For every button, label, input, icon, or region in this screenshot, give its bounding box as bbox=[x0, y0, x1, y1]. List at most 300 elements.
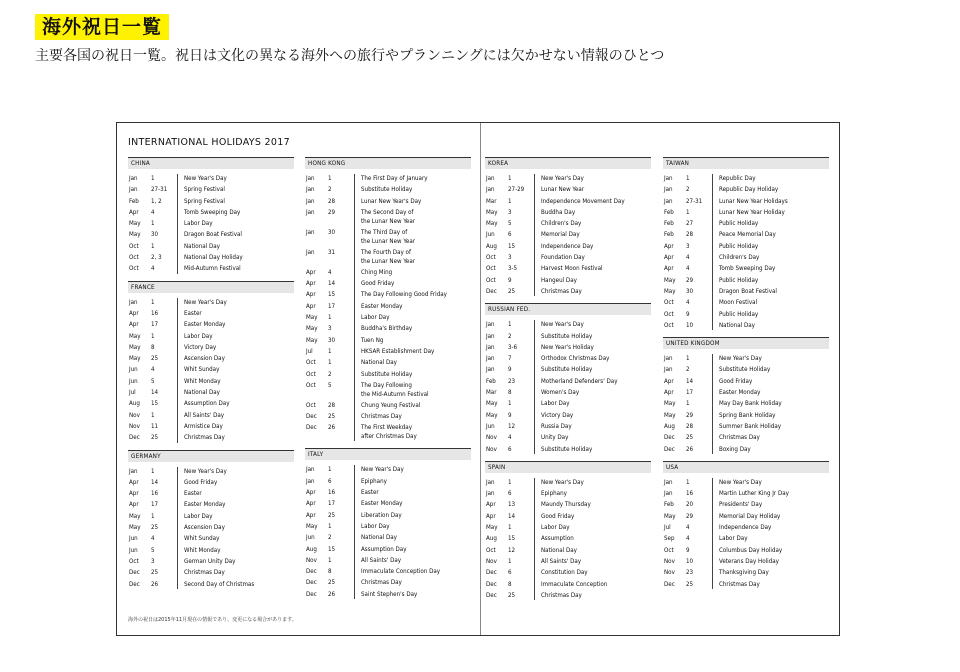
holiday-month: Apr bbox=[486, 501, 496, 509]
holiday-month: Jan bbox=[664, 366, 673, 374]
holiday-month: Jul bbox=[129, 389, 136, 397]
holiday-name: Assumption Day bbox=[361, 545, 407, 553]
holiday-name: Motherland Defenders' Day bbox=[541, 377, 618, 385]
holiday-month: Dec bbox=[664, 445, 675, 453]
holiday-name: Lunar New Year bbox=[541, 186, 585, 194]
holiday-name: Whit Monday bbox=[184, 546, 221, 554]
holiday-name: Ching Ming bbox=[361, 268, 393, 276]
holiday-name: Public Holiday bbox=[719, 220, 759, 228]
holiday-month: May bbox=[486, 220, 498, 228]
holiday-month: Jan bbox=[306, 197, 315, 205]
holiday-row bbox=[485, 533, 651, 544]
holiday-name: Dragon Boat Festival bbox=[719, 287, 777, 295]
holiday-date: 20 bbox=[686, 501, 694, 509]
holiday-list bbox=[485, 319, 651, 455]
holiday-name: New Year's Day bbox=[541, 321, 584, 329]
holiday-name: Republic Day Holiday bbox=[719, 186, 779, 194]
holiday-name: Easter Monday bbox=[719, 389, 761, 397]
holiday-month: Feb bbox=[129, 197, 139, 205]
holiday-month: Apr bbox=[306, 500, 316, 508]
holiday-name: Good Friday bbox=[719, 377, 753, 385]
holiday-date: 29 bbox=[686, 276, 694, 284]
holiday-date: 6 bbox=[328, 477, 332, 485]
holiday-date: 26 bbox=[328, 424, 336, 432]
holiday-name: Tuen Ng bbox=[361, 336, 384, 344]
holiday-row bbox=[305, 346, 471, 357]
holiday-row bbox=[305, 380, 471, 400]
holiday-name: New Year's Day bbox=[719, 355, 762, 363]
holiday-date: 1 bbox=[686, 478, 690, 486]
holiday-row bbox=[485, 488, 651, 499]
country-block bbox=[305, 448, 471, 600]
holiday-list bbox=[485, 173, 651, 297]
holiday-name: Labor Day bbox=[184, 220, 213, 228]
holiday-row bbox=[485, 590, 651, 601]
holiday-name: Easter Monday bbox=[184, 321, 226, 329]
holiday-month: Nov bbox=[486, 557, 497, 565]
holiday-row bbox=[485, 319, 651, 330]
book-spine-divider bbox=[480, 123, 481, 635]
holiday-row bbox=[485, 444, 651, 455]
holiday-month: Jun bbox=[129, 546, 138, 554]
holiday-row bbox=[128, 488, 294, 499]
holiday-row bbox=[663, 252, 829, 263]
holiday-row bbox=[663, 286, 829, 297]
holiday-name: Mid-Autumn Festival bbox=[184, 265, 241, 273]
holiday-row bbox=[663, 522, 829, 533]
holiday-row bbox=[305, 207, 471, 227]
holiday-month: Apr bbox=[664, 389, 674, 397]
holiday-month: Aug bbox=[306, 545, 317, 553]
holiday-date: 1 bbox=[508, 175, 512, 182]
holiday-row bbox=[663, 545, 829, 556]
holiday-row bbox=[128, 184, 294, 195]
holiday-row bbox=[485, 184, 651, 195]
holiday-month: Jan bbox=[486, 343, 495, 351]
holiday-month: Jun bbox=[486, 422, 495, 430]
holiday-row bbox=[128, 241, 294, 252]
holiday-date: 25 bbox=[508, 591, 516, 599]
holiday-row bbox=[128, 522, 294, 533]
holiday-row bbox=[128, 218, 294, 229]
holiday-row bbox=[305, 323, 471, 334]
holiday-month: Aug bbox=[486, 242, 497, 250]
holiday-name: National Day bbox=[719, 321, 755, 329]
holiday-month: Aug bbox=[664, 422, 675, 430]
holiday-month: Mar bbox=[486, 389, 497, 397]
holiday-month: Jan bbox=[129, 186, 138, 194]
country-header: TAIWAN bbox=[663, 157, 829, 169]
holiday-date: 4 bbox=[151, 535, 155, 543]
holiday-month: Apr bbox=[306, 302, 316, 310]
holiday-month: Apr bbox=[664, 377, 674, 385]
holiday-name: Harvest Moon Festival bbox=[541, 265, 603, 273]
holiday-list bbox=[305, 173, 471, 442]
holiday-date: 25 bbox=[151, 434, 159, 442]
holiday-name: Substitute Holiday bbox=[541, 366, 593, 374]
country-block bbox=[663, 461, 829, 590]
holiday-month: Oct bbox=[664, 546, 674, 554]
country-block bbox=[128, 450, 294, 590]
holiday-date: 9 bbox=[686, 546, 690, 554]
holiday-name: Buddha Day bbox=[541, 208, 576, 216]
holiday-name: The First Weekday after Christmas Day bbox=[361, 424, 417, 441]
holiday-name: The Day Following Good Friday bbox=[361, 291, 447, 299]
holiday-date: 16 bbox=[328, 489, 336, 497]
holiday-row bbox=[128, 533, 294, 544]
holiday-name: Ascension Day bbox=[184, 524, 225, 532]
holiday-name: National Day bbox=[361, 534, 397, 542]
country-block bbox=[663, 337, 829, 455]
holiday-name: Independence Day bbox=[541, 242, 594, 250]
holiday-date: 27-31 bbox=[151, 186, 168, 194]
holiday-name: Orthodox Christmas Day bbox=[541, 355, 610, 363]
holiday-row bbox=[305, 301, 471, 312]
holiday-row bbox=[128, 421, 294, 432]
holiday-date: 6 bbox=[508, 231, 512, 239]
holiday-month: Jan bbox=[129, 467, 138, 475]
holiday-name: Public Holiday bbox=[719, 242, 759, 250]
holiday-date: 1 bbox=[151, 467, 155, 475]
page-subtitle: 主要各国の祝日一覧。祝日は文化の異なる海外への旅行やプランニングには欠かせない情報のひとつ bbox=[35, 48, 665, 64]
holiday-date: 2 bbox=[328, 186, 332, 194]
holiday-name: Boxing Day bbox=[719, 445, 751, 453]
holiday-name: Summer Bank Holiday bbox=[719, 422, 782, 430]
holiday-date: 26 bbox=[328, 590, 336, 598]
holiday-name: Martin Luther King Jr Day bbox=[719, 490, 789, 498]
holiday-date: 3-5 bbox=[508, 265, 518, 273]
holiday-date: 15 bbox=[508, 242, 516, 250]
holiday-row bbox=[663, 432, 829, 443]
holiday-list bbox=[128, 297, 294, 444]
holiday-name: Christmas Day bbox=[184, 569, 225, 577]
column-1 bbox=[128, 157, 294, 596]
holiday-date: 1 bbox=[508, 478, 512, 486]
holiday-name: The Fourth Day of the Lunar New Year bbox=[361, 248, 416, 265]
holiday-name: Second Day of Christmas bbox=[184, 580, 255, 588]
holiday-month: Jun bbox=[129, 366, 138, 374]
holiday-row bbox=[128, 308, 294, 319]
holiday-row bbox=[128, 364, 294, 375]
holiday-row bbox=[485, 511, 651, 522]
holiday-name: Labor Day bbox=[184, 332, 213, 340]
holiday-month: Dec bbox=[486, 287, 497, 295]
holiday-month: Jan bbox=[664, 186, 673, 194]
holiday-date: 28 bbox=[328, 197, 336, 205]
country-header: SPAIN bbox=[485, 461, 651, 473]
holiday-date: 5 bbox=[151, 546, 155, 554]
holiday-date: 23 bbox=[508, 377, 516, 385]
holiday-date: 6 bbox=[508, 445, 512, 453]
holiday-month: Dec bbox=[306, 424, 317, 432]
holiday-month: Apr bbox=[129, 309, 139, 317]
holiday-month: May bbox=[664, 276, 676, 284]
holiday-date: 29 bbox=[686, 512, 694, 520]
holiday-name: Hangeul Day bbox=[541, 276, 577, 284]
country-header: HONG KONG bbox=[305, 157, 471, 169]
holiday-date: 1 bbox=[151, 175, 155, 182]
holiday-month: Oct bbox=[306, 381, 316, 389]
holiday-date: 7 bbox=[508, 355, 512, 363]
holiday-date: 25 bbox=[328, 511, 336, 519]
holiday-month: Dec bbox=[306, 590, 317, 598]
holiday-row bbox=[305, 555, 471, 566]
holiday-date: 4 bbox=[686, 265, 690, 273]
holiday-row bbox=[485, 398, 651, 409]
holiday-date: 14 bbox=[151, 389, 159, 397]
holiday-row bbox=[485, 410, 651, 421]
holiday-name: Armistice Day bbox=[184, 422, 223, 430]
holiday-name: National Day bbox=[184, 389, 220, 397]
holiday-month: Oct bbox=[664, 321, 674, 329]
holiday-month: Jan bbox=[664, 175, 673, 182]
holiday-name: New Year's Day bbox=[184, 467, 227, 475]
holiday-month: Nov bbox=[664, 569, 675, 577]
holiday-date: 1 bbox=[328, 359, 332, 367]
holiday-month: Oct bbox=[306, 359, 316, 367]
holiday-name: German Unity Day bbox=[184, 557, 236, 565]
holiday-row bbox=[305, 184, 471, 195]
holiday-date: 1 bbox=[151, 242, 155, 250]
holiday-date: 12 bbox=[508, 546, 516, 554]
holiday-row bbox=[305, 247, 471, 267]
holiday-name: Easter Monday bbox=[361, 500, 403, 508]
holiday-date: 6 bbox=[508, 490, 512, 498]
holiday-name: Substitute Holiday bbox=[361, 186, 413, 194]
holiday-row bbox=[305, 267, 471, 278]
holiday-row bbox=[663, 353, 829, 364]
holiday-list bbox=[485, 477, 651, 601]
holiday-name: Lunar New Year Holiday bbox=[719, 208, 785, 216]
holiday-row bbox=[305, 498, 471, 509]
holiday-date: 25 bbox=[151, 355, 159, 363]
column-2 bbox=[305, 157, 471, 606]
holiday-date: 12 bbox=[508, 422, 516, 430]
holiday-month: May bbox=[129, 231, 141, 239]
holiday-date: 1 bbox=[686, 175, 690, 182]
holiday-date: 2 bbox=[508, 332, 512, 340]
holiday-date: 25 bbox=[328, 413, 336, 421]
holiday-row bbox=[128, 511, 294, 522]
holiday-row bbox=[663, 567, 829, 578]
holiday-month: May bbox=[664, 400, 676, 408]
holiday-date: 15 bbox=[508, 535, 516, 543]
holiday-date: 25 bbox=[508, 287, 516, 295]
holiday-row bbox=[128, 466, 294, 477]
holiday-name: Easter bbox=[184, 309, 202, 317]
holiday-name: All Saints' Day bbox=[361, 556, 402, 564]
holiday-row bbox=[663, 309, 829, 320]
holiday-month: Oct bbox=[306, 370, 316, 378]
holiday-name: New Year's Day bbox=[541, 175, 584, 182]
holiday-row bbox=[485, 275, 651, 286]
holiday-month: Dec bbox=[129, 569, 140, 577]
holiday-name: Presidents' Day bbox=[719, 501, 763, 509]
holiday-date: 1 bbox=[686, 355, 690, 363]
holiday-date: 2 bbox=[686, 366, 690, 374]
holiday-name: Spring Festival bbox=[184, 186, 225, 194]
holiday-row bbox=[128, 353, 294, 364]
holiday-name: New Year's Day bbox=[184, 298, 227, 306]
holiday-date: 26 bbox=[151, 580, 159, 588]
holiday-name: Tomb Sweeping Day bbox=[719, 265, 776, 273]
holiday-date: 15 bbox=[151, 400, 159, 408]
holiday-row bbox=[663, 376, 829, 387]
holiday-row bbox=[305, 532, 471, 543]
holiday-name: Easter bbox=[184, 490, 202, 498]
holiday-row bbox=[663, 410, 829, 421]
holiday-month: Aug bbox=[486, 535, 497, 543]
holiday-list bbox=[663, 477, 829, 590]
holiday-name: Tomb Sweeping Day bbox=[184, 208, 241, 216]
holiday-date: 29 bbox=[686, 411, 694, 419]
holiday-row bbox=[485, 241, 651, 252]
holiday-date: 17 bbox=[151, 501, 159, 509]
holiday-row bbox=[485, 286, 651, 297]
holiday-name: Republic Day bbox=[719, 175, 756, 182]
holiday-date: 4 bbox=[151, 366, 155, 374]
holiday-name: Whit Sunday bbox=[184, 535, 220, 543]
holiday-date: 1 bbox=[686, 400, 690, 408]
holiday-month: Dec bbox=[486, 591, 497, 599]
holiday-month: Apr bbox=[306, 489, 316, 497]
holiday-row bbox=[128, 499, 294, 510]
holiday-name: Columbus Day Holiday bbox=[719, 546, 783, 554]
holiday-month: Apr bbox=[129, 501, 139, 509]
holiday-date: 1 bbox=[508, 400, 512, 408]
holiday-month: Jan bbox=[129, 298, 138, 306]
holiday-list bbox=[305, 464, 471, 600]
holiday-name: Victory Day bbox=[541, 411, 574, 419]
holiday-row bbox=[485, 331, 651, 342]
holiday-date: 27-29 bbox=[508, 186, 525, 194]
holiday-row bbox=[305, 544, 471, 555]
holiday-row bbox=[485, 173, 651, 184]
holiday-month: Dec bbox=[129, 434, 140, 442]
holiday-row bbox=[128, 567, 294, 578]
holiday-name: Epiphany bbox=[361, 477, 387, 485]
holiday-date: 10 bbox=[686, 321, 694, 329]
holiday-month: Jan bbox=[129, 175, 138, 182]
holiday-row bbox=[485, 522, 651, 533]
holiday-date: 8 bbox=[151, 343, 155, 351]
holiday-month: Dec bbox=[664, 434, 675, 442]
holiday-month: Feb bbox=[664, 501, 674, 509]
holiday-name: The Day Following the Mid-Autumn Festival bbox=[361, 381, 429, 398]
holiday-row bbox=[663, 533, 829, 544]
holiday-month: Jul bbox=[306, 347, 313, 355]
holiday-month: Oct bbox=[129, 265, 139, 273]
holiday-date: 4 bbox=[686, 535, 690, 543]
holiday-name: New Year's Day bbox=[184, 175, 227, 182]
holiday-name: Children's Day bbox=[719, 254, 760, 262]
holiday-row bbox=[305, 510, 471, 521]
holiday-month: Jan bbox=[306, 228, 315, 236]
holiday-row bbox=[663, 387, 829, 398]
holiday-row bbox=[663, 444, 829, 455]
holiday-name: All Saints' Day bbox=[541, 557, 582, 565]
holiday-row bbox=[485, 567, 651, 578]
holiday-month: May bbox=[129, 332, 141, 340]
holiday-name: Assumption Day bbox=[184, 400, 230, 408]
holiday-row bbox=[305, 227, 471, 247]
holiday-month: May bbox=[129, 524, 141, 532]
holiday-date: 2 bbox=[686, 186, 690, 194]
holiday-date: 1 bbox=[508, 524, 512, 532]
holiday-name: The Second Day of the Lunar New Year bbox=[361, 208, 416, 225]
holiday-name: Constitution Day bbox=[541, 569, 588, 577]
holiday-name: Memorial Day Holiday bbox=[719, 512, 781, 520]
holiday-row bbox=[663, 556, 829, 567]
holiday-date: 1 bbox=[328, 466, 332, 474]
holiday-date: 17 bbox=[328, 500, 336, 508]
holiday-date: 1 bbox=[328, 556, 332, 564]
holiday-date: 4 bbox=[686, 524, 690, 532]
holiday-date: 4 bbox=[686, 254, 690, 262]
holiday-date: 14 bbox=[151, 478, 159, 486]
holiday-month: Apr bbox=[306, 511, 316, 519]
holiday-date: 16 bbox=[151, 490, 159, 498]
holiday-month: Dec bbox=[486, 580, 497, 588]
holiday-row bbox=[485, 263, 651, 274]
holiday-month: May bbox=[486, 400, 498, 408]
holiday-month: May bbox=[129, 343, 141, 351]
holiday-row bbox=[128, 196, 294, 207]
holiday-row bbox=[128, 331, 294, 342]
holiday-name: Ascension Day bbox=[184, 355, 225, 363]
holiday-month: Jun bbox=[129, 377, 138, 385]
holiday-name: Substitute Holiday bbox=[361, 370, 413, 378]
holiday-date: 1 bbox=[328, 347, 332, 355]
holiday-name: Saint Stephen's Day bbox=[361, 590, 418, 598]
holiday-date: 3-6 bbox=[508, 343, 518, 351]
holiday-month: Apr bbox=[129, 208, 139, 216]
holiday-month: May bbox=[129, 512, 141, 520]
holiday-row bbox=[128, 297, 294, 308]
holiday-date: 3 bbox=[151, 557, 155, 565]
holiday-date: 30 bbox=[151, 231, 159, 239]
holiday-row bbox=[485, 196, 651, 207]
holiday-date: 25 bbox=[686, 580, 694, 588]
holiday-month: Dec bbox=[306, 413, 317, 421]
holiday-name: Buddha's Birthday bbox=[361, 325, 413, 333]
holiday-name: Lunar New Year's Day bbox=[361, 197, 422, 205]
holiday-month: Jun bbox=[306, 534, 315, 542]
holiday-row bbox=[485, 229, 651, 240]
holiday-row bbox=[485, 207, 651, 218]
holiday-row bbox=[663, 320, 829, 331]
holiday-row bbox=[663, 196, 829, 207]
holiday-date: 3 bbox=[686, 242, 690, 250]
country-block bbox=[485, 157, 651, 297]
holiday-month: Jan bbox=[486, 478, 495, 486]
holiday-row bbox=[305, 577, 471, 588]
holiday-month: May bbox=[129, 355, 141, 363]
holiday-name: Epiphany bbox=[541, 490, 567, 498]
holiday-date: 28 bbox=[328, 401, 336, 409]
holiday-month: Mar bbox=[486, 197, 497, 205]
holiday-row bbox=[128, 376, 294, 387]
holiday-month: Oct bbox=[486, 546, 496, 554]
holiday-date: 9 bbox=[508, 411, 512, 419]
holiday-date: 30 bbox=[328, 228, 336, 236]
holiday-row bbox=[663, 229, 829, 240]
holiday-name: Spring Festival bbox=[184, 197, 225, 205]
holiday-name: Christmas Day bbox=[541, 287, 582, 295]
holiday-date: 25 bbox=[151, 524, 159, 532]
holiday-name: Assumption bbox=[541, 535, 574, 543]
holiday-month: Jul bbox=[664, 524, 671, 532]
